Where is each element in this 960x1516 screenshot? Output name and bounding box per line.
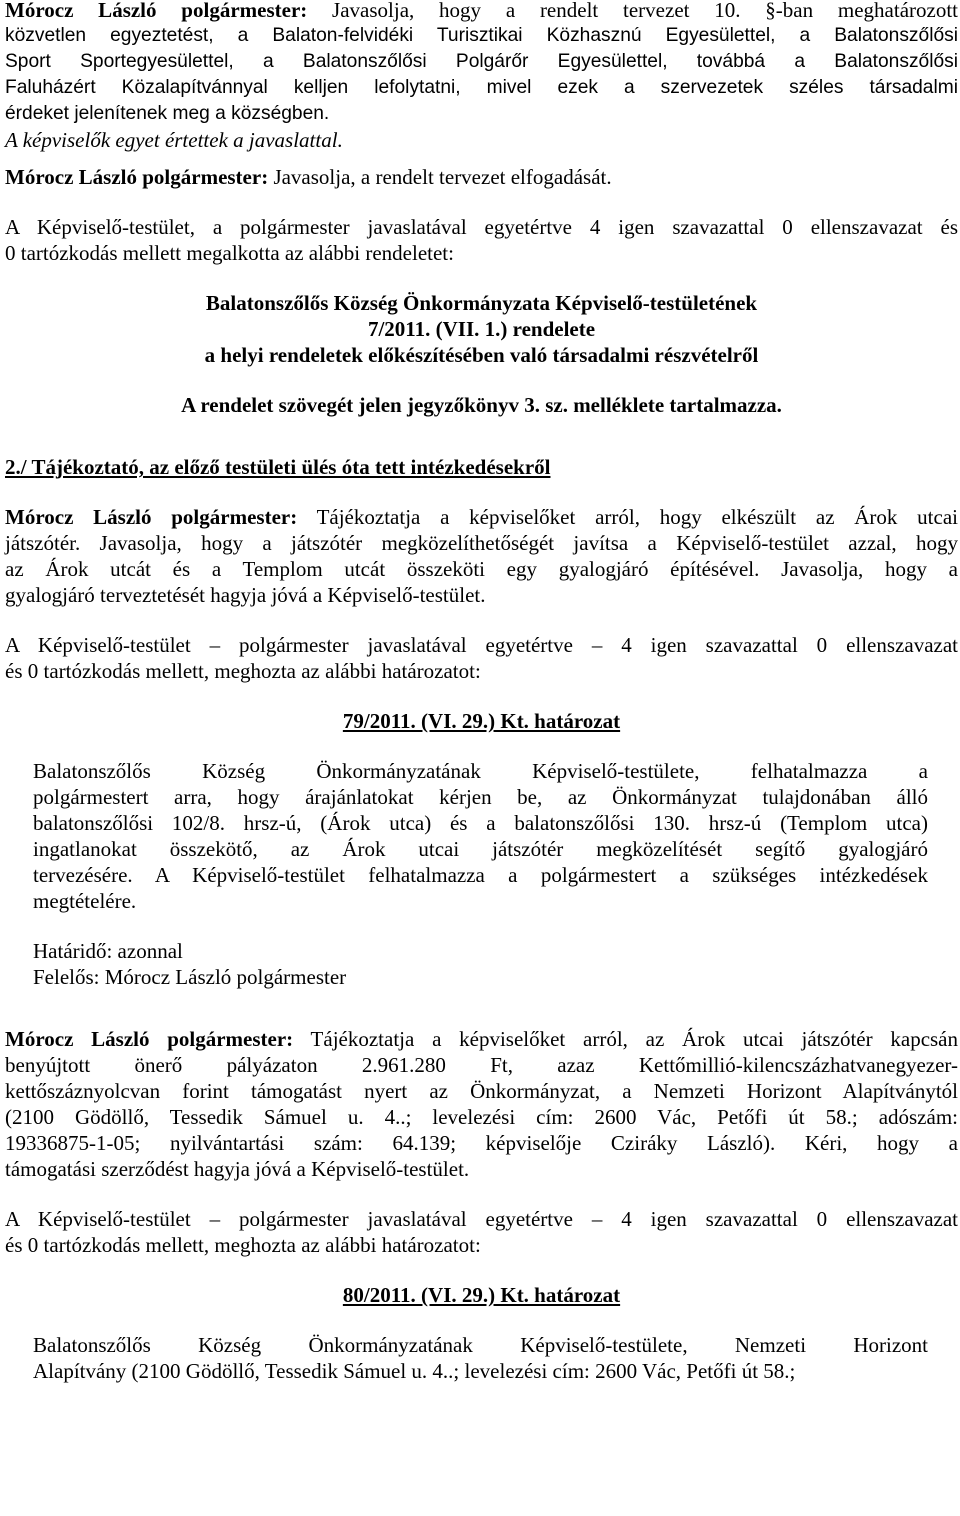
text-line (5, 0, 958, 23)
text-line: játszótér. Javasolja, hogy a játszótér megközelíthetőségét javítsa a Képviselő-testület azzal, hogy (5, 531, 958, 555)
speaker-name: Mórocz László polgármester: (5, 0, 308, 22)
speaker-name: Mórocz László polgármester: (5, 165, 269, 189)
text-line: A Képviselő-testület – polgármester javaslatával egyetértve – 4 igen szavazattal 0 ellenszavazat (5, 1207, 958, 1231)
text-line: közvetlen egyeztetést, a Balaton-felvidéki Turisztikai Közhasznú Egyesülettel, a Balatonszőlősi (5, 25, 958, 46)
text-span: Javasolja, hogy a rendelt tervezet 10. §-ban meghatározott (307, 0, 959, 22)
text-span: Tájékoztatja a képviselőket arról, az Árok utcai játszótér kapcsán (293, 1027, 959, 1051)
section-heading: 2./ Tájékoztató, az előző testületi ülés óta tett intézkedésekről (5, 455, 551, 479)
text-line: A Képviselő-testület – polgármester javaslatával egyetértve – 4 igen szavazattal 0 ellenszavazat (5, 633, 958, 657)
text-line: Alapítvány (2100 Gödöllő, Tessedik Sámuel u. 4..; levelezési cím: 2600 Vác, Petőfi út 58.; (33, 1359, 796, 1383)
document-page (5, 0, 958, 1384)
text-line: 0 tartózkodás mellett megalkotta az alábbi rendeletet: (5, 241, 454, 265)
ordinance-subject: a helyi rendeletek előkészítésében való társadalmi részvételről (204, 343, 759, 367)
resolution-body (33, 1332, 928, 1384)
text-line: Sport Sportegyesülettel, a Balatonszőlősi Polgárőr Egyesülettel, továbbá a Balatonszőlősi (5, 51, 958, 72)
text-line: kettőszáznyolcvan forint támogatást nyert az Önkormányzat, a Nemzeti Horizont Alapítványtól (5, 1079, 958, 1103)
text-span: Javasolja, a rendelt tervezet elfogadását. (268, 165, 612, 189)
text-line: (2100 Gödöllő, Tessedik Sámuel u. 4..; levelezési cím: 2600 Vác, Petőfi út 58.; adószám: (5, 1105, 958, 1129)
text-line: és 0 tartózkodás mellett, meghozta az alábbi határozatot: (5, 1233, 481, 1257)
text-line: érdeket jelenítenek meg a községben. (5, 103, 330, 124)
text-line: tervezésére. A Képviselő-testület felhatalmazza a polgármestert a szükséges intézkedések (33, 863, 928, 887)
resolution-title: 79/2011. (VI. 29.) Kt. határozat (342, 709, 621, 733)
text-line (5, 1026, 958, 1052)
resolution-body (33, 758, 928, 990)
ordinance-title: Balatonszőlős Község Önkormányzata Képviselő-testületének (205, 291, 758, 315)
text-line: támogatási szerződést hagyja jóvá a Képviselő-testület. (5, 1157, 470, 1181)
deadline: Határidő: azonnal (33, 939, 183, 963)
text-line: Balatonszőlős Község Önkormányzatának Képviselő-testülete, felhatalmazza a (33, 759, 928, 783)
speaker-name: Mórocz László polgármester: (5, 505, 298, 529)
text-line: Balatonszőlős Község Önkormányzatának Képviselő-testülete, Nemzeti Horizont (33, 1333, 928, 1357)
text-line (5, 504, 958, 530)
text-line: benyújtott önerő pályázaton 2.961.280 Ft, azaz Kettőmillió-kilencszázhatvanegyezer- (5, 1053, 958, 1077)
text-line: balatonszőlősi 102/8. hrsz-ú, (Árok utca) és a balatonszőlősi 130. hrsz-ú (Templom utca) (33, 811, 928, 835)
text-line: 19336875-1-05; nyilvántartási szám: 64.139; képviselője Cziráky László). Kéri, hogy a (5, 1131, 958, 1155)
ordinance-number: 7/2011. (VII. 1.) rendelete (367, 317, 596, 341)
text-line: gyalogjáró terveztetését hagyja jóvá a Képviselő-testület. (5, 583, 486, 607)
text-line: megtételére. (33, 889, 137, 913)
text-line: Faluházért Közalapítvánnyal kelljen lefolytatni, mivel ezek a szervezetek széles társadalmi (5, 77, 958, 98)
text-line: polgármestert arra, hogy árajánlatokat kérjen be, az Önkormányzat tulajdonában álló (33, 785, 928, 809)
resolution-title: 80/2011. (VI. 29.) Kt. határozat (342, 1283, 621, 1307)
text-line: A képviselők egyet értettek a javaslattal. (5, 128, 343, 152)
speaker-name: Mórocz László polgármester: (5, 1027, 294, 1051)
text-line: az Árok utcát és a Templom utcát összeköti egy gyalogjáró építésével. Javasolja, hogy a (5, 557, 958, 581)
text-span: Tájékoztatja a képviselőket arról, hogy elkészült az Árok utcai (297, 505, 958, 529)
text-line: ingatlanokat összekötő, az Árok utcai játszótér megközelítését segítő gyalogjáró (33, 837, 928, 861)
responsible: Felelős: Mórocz László polgármester (33, 965, 347, 989)
ordinance-note: A rendelet szövegét jelen jegyzőkönyv 3. sz. melléklete tartalmazza. (181, 393, 782, 417)
text-line: A Képviselő-testület, a polgármester javaslatával egyetértve 4 igen szavazattal 0 ellenszavazat és (5, 215, 958, 239)
text-line (5, 164, 958, 190)
text-line: és 0 tartózkodás mellett, meghozta az alábbi határozatot: (5, 659, 481, 683)
